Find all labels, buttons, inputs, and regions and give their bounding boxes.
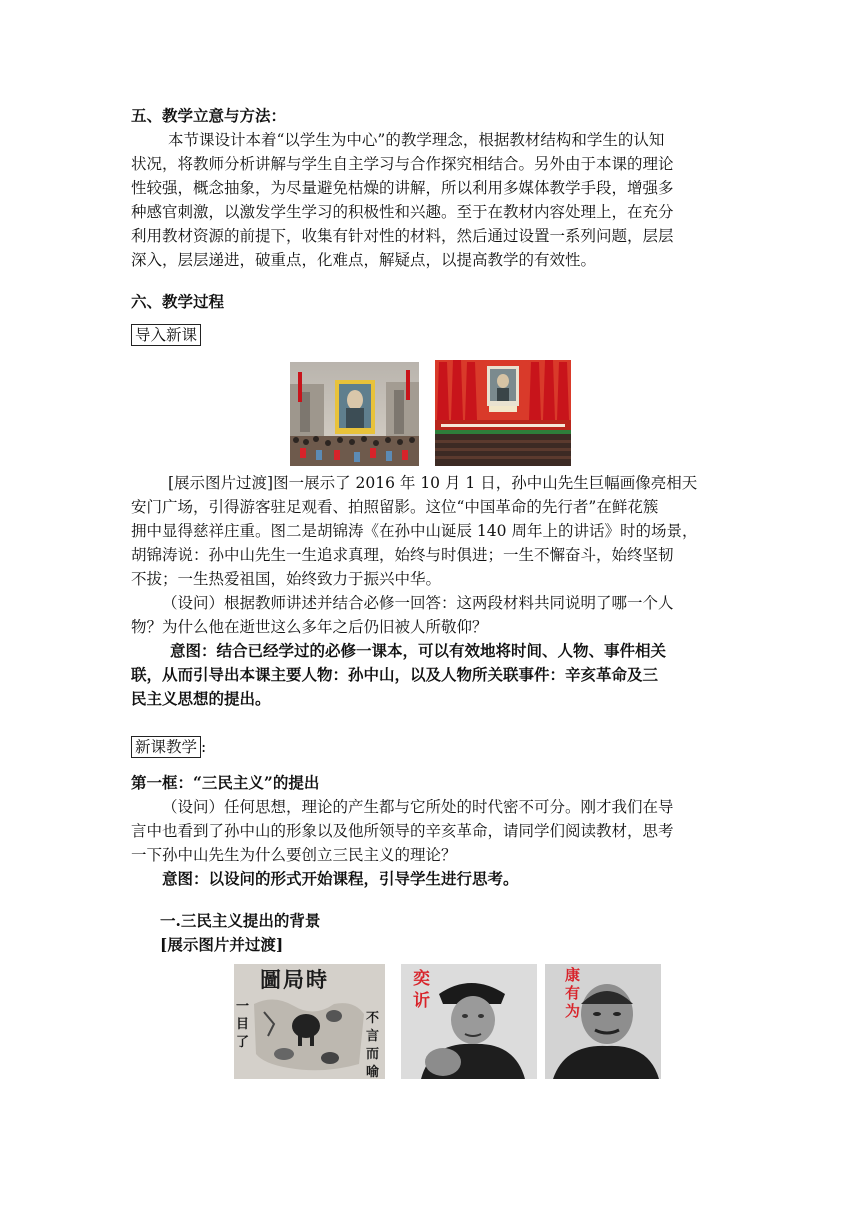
paragraph-line: （设问）任何思想，理论的产生都与它所处的时代密不可分。刚才我们在导	[162, 798, 674, 816]
paragraph-line: 状况，将教师分析讲解与学生自主学习与合作探究相结合。另外由于本课的理论	[131, 155, 674, 173]
intro-label: 导入新课	[131, 324, 201, 346]
political-cartoon-image	[234, 964, 385, 1079]
new-lesson-label-box	[131, 735, 206, 759]
paragraph-line: 不拔；一生热爱祖国，始终致力于振兴中华。	[131, 570, 442, 588]
question-line: （设问）根据教师讲述并结合必修一回答：这两段材料共同说明了哪一个人	[162, 594, 674, 612]
intent-line: 意图：结合已经学过的必修一课本，可以有效地将时间、人物、事件相关	[170, 641, 667, 660]
paragraph-line: 利用教材资源的前提下，收集有针对性的材料，然后通过设置一系列问题，层层	[131, 227, 674, 245]
paragraph-line: 言中也看到了孙中山的形象以及他所领导的辛亥革命，请同学们阅读教材，思考	[131, 822, 674, 840]
portrait1-label: 奕䜣	[413, 969, 430, 1011]
cartoon-left-text: 一目了	[236, 999, 250, 1050]
paragraph-line: 安门广场，引得游客驻足观看、拍照留影。这位“中国革命的先行者”在鲜花簇	[131, 498, 659, 516]
intro-label-box	[131, 323, 201, 347]
portrait-photo-kang-youwei	[545, 964, 661, 1079]
portrait2-label: 康有为	[565, 966, 581, 1020]
intent-line: 意图：以设问的形式开始课程，引导学生进行思考。	[162, 869, 519, 888]
new-lesson-colon: :	[201, 738, 207, 756]
new-lesson-label: 新课教学	[131, 736, 201, 758]
intent-line: 民主义思想的提出。	[131, 689, 271, 708]
question-line: 物？为什么他在逝世这么多年之后仍旧被人所敬仰？	[131, 618, 488, 636]
paragraph-line: 本节课设计本着“以学生为中心”的教学理念，根据教材结构和学生的认知	[168, 131, 665, 149]
tiananmen-portrait-photo	[290, 362, 419, 466]
subsection-heading: 一.三民主义提出的背景	[160, 911, 321, 930]
section-heading-process: 六、教学过程	[131, 292, 225, 311]
intent-line: 联，从而引导出本课主要人物：孙中山，以及人物所关联事件：辛亥革命及三	[131, 665, 659, 684]
portrait-photo-yixin	[401, 964, 537, 1079]
hall-ceremony-photo	[435, 360, 571, 466]
paragraph-line: [展示图片过渡]图一展示了 2016 年 10 月 1 日，孙中山先生巨幅画像亮相天	[168, 474, 698, 492]
transition-label: [展示图片并过渡]	[160, 935, 284, 954]
section-heading-methods: 五、教学立意与方法：	[131, 106, 287, 125]
paragraph-line: 性较强，概念抽象，为尽量避免枯燥的讲解，所以利用多媒体教学手段，增强多	[131, 179, 674, 197]
frame-heading: 第一框：“三民主义”的提出	[131, 773, 320, 792]
paragraph-line: 胡锦涛说：孙中山先生一生追求真理，始终与时俱进；一生不懈奋斗，始终坚韧	[131, 546, 674, 564]
cartoon-title: 圖局時	[260, 968, 329, 992]
paragraph-line: 种感官刺激，以激发学生学习的积极性和兴趣。至于在教材内容处理上，在充分	[131, 203, 674, 221]
cartoon-right-text: 不言而喻	[366, 1011, 380, 1079]
paragraph-line: 深入，层层递进，破重点，化难点，解疑点，以提高教学的有效性。	[131, 251, 597, 269]
paragraph-line: 拥中显得慈祥庄重。图二是胡锦涛《在孙中山诞辰 140 周年上的讲话》时的场景，	[131, 522, 698, 540]
paragraph-line: 一下孙中山先生为什么要创立三民主义的理论？	[131, 846, 457, 864]
